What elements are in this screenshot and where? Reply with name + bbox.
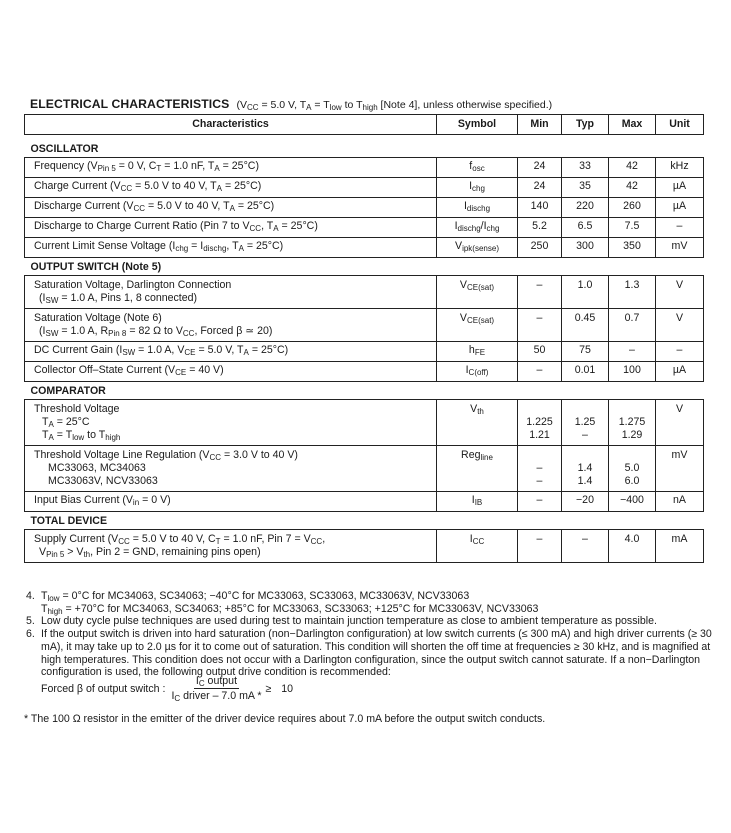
unit-cell: mV xyxy=(656,446,704,492)
table-row xyxy=(25,400,704,446)
characteristic-cell: Saturation Voltage, Darlington Connection ($I_{SW} = 1.0$ A, Pins 1, 8 connected) xyxy=(25,276,437,309)
unit-cell: µA xyxy=(656,198,704,218)
symbol-cell: $V_{th}$ xyxy=(437,400,518,446)
max-cell: 260 xyxy=(609,198,656,218)
characteristic-cell: Input Bias Current ($V_{in} = 0$ V) xyxy=(25,492,437,512)
unit-cell: V xyxy=(656,309,704,342)
characteristic-cell: Saturation Voltage (Note 6) ($I_{SW} = 1.0$ A, $R_{Pin 8} = 82$ Ω to $V_{CC}$, Forced β ≃ 20) xyxy=(25,309,437,342)
characteristic-cell: Discharge to Charge Current Ratio (Pin 7 to $V_{CC}$, $T_A = 25^\circ C$) xyxy=(25,218,437,238)
header-symbol: Symbol xyxy=(437,115,518,135)
min-cell: – xyxy=(518,362,562,382)
header-typ: Typ xyxy=(562,115,609,135)
table-row xyxy=(25,178,704,198)
footnote: * The 100 Ω resistor in the emitter of the driver device requires about 7.0 mA before the output switch conducts. xyxy=(24,713,546,725)
symbol-cell: $V_{CE(sat)}$ xyxy=(437,309,518,342)
unit-cell: kHz xyxy=(656,158,704,178)
symbol-cell: $I_{dischg}$ xyxy=(437,198,518,218)
symbol-cell: $I_{dischg}/I_{chg}$ xyxy=(437,218,518,238)
symbol-cell: $h_{FE}$ xyxy=(437,342,518,362)
section-row-output-switch xyxy=(25,258,704,276)
characteristic-cell: Supply Current ($V_{CC} = 5.0$ V to 40 V, $C_T = 1.0$ nF, Pin $7 = V_{CC}$, $V_{Pin 5} > V_{th}$, Pin 2 = GND, remaining pins open) xyxy=(25,530,437,563)
typ-cell: 0.45 xyxy=(562,309,609,342)
table-row xyxy=(25,362,704,382)
unit-cell: – xyxy=(656,218,704,238)
table-row xyxy=(25,158,704,178)
formula-denominator: $I_C$ driver – 7.0 mA * xyxy=(171,690,262,703)
typ-cell: 1.25 – xyxy=(562,400,609,446)
typ-cell: 75 xyxy=(562,342,609,362)
header-min: Min xyxy=(518,115,562,135)
table-row xyxy=(25,238,704,258)
section-row-comparator xyxy=(25,382,704,400)
table-row xyxy=(25,492,704,512)
unit-cell: V xyxy=(656,400,704,446)
unit-cell: mV xyxy=(656,238,704,258)
characteristic-cell: Charge Current ($V_{CC} = 5.0$ V to 40 V, $T_A = 25^\circ C$) xyxy=(25,178,437,198)
header-unit: Unit xyxy=(656,115,704,135)
symbol-cell: $I_{IB}$ xyxy=(437,492,518,512)
typ-cell: 1.4 1.4 xyxy=(562,446,609,492)
characteristic-cell: Frequency ($V_{Pin 5} = 0$ V, $C_T = 1.0$ nF, $T_A = 25^\circ C$) xyxy=(25,158,437,178)
section-row-total-device xyxy=(25,512,704,530)
min-cell: 24 xyxy=(518,158,562,178)
formula-label: Forced β of output switch : xyxy=(41,682,166,695)
formula-numerator: $I_C$ output xyxy=(195,675,238,688)
table-row xyxy=(25,276,704,309)
unit-cell: nA xyxy=(656,492,704,512)
min-cell: – xyxy=(518,276,562,309)
table-row xyxy=(25,446,704,492)
title-conditions: ($V_{CC} = 5.0$ V, $T_A = T_{low}$ to $T_{high}$ [Note 4], unless otherwise specified.) xyxy=(236,99,553,112)
note-5: 5. Low duty cycle pulse techniques are used during test to maintain junction temperature as close to ambient temperature as possible. xyxy=(26,615,657,628)
characteristic-cell: DC Current Gain ($I_{SW} = 1.0$ A, $V_{CE} = 5.0$ V, $T_A = 25^\circ C$) xyxy=(25,342,437,362)
min-cell: 1.225 1.21 xyxy=(518,400,562,446)
min-cell: – xyxy=(518,309,562,342)
typ-cell: 220 xyxy=(562,198,609,218)
header-max: Max xyxy=(609,115,656,135)
symbol-cell: Reg$_{line}$ xyxy=(437,446,518,492)
min-cell: – xyxy=(518,492,562,512)
typ-cell: – xyxy=(562,530,609,563)
max-cell: −400 xyxy=(609,492,656,512)
table-row xyxy=(25,198,704,218)
unit-cell: µA xyxy=(656,178,704,198)
max-cell: 7.5 xyxy=(609,218,656,238)
typ-cell: 300 xyxy=(562,238,609,258)
typ-cell: 35 xyxy=(562,178,609,198)
min-cell: 250 xyxy=(518,238,562,258)
table-row xyxy=(25,218,704,238)
symbol-cell: $f_{osc}$ xyxy=(437,158,518,178)
note-6: 6. If the output switch is driven into hard saturation (non−Darlington configuration) at low switch currents (≤ 300 mA) and high driver currents (≥ 30 mA), it may take up to 2.0 µs for it to come out of saturation. This condition will shorten the off time at frequencies ≥ 30 kHz, and is magnified at high temperatures. This condition does not occur with a Darlington configuration, since the output switch cannot saturate. If a non−Darlington configuration is used, the following output drive condition is recommended: xyxy=(26,628,712,679)
unit-cell: µA xyxy=(656,362,704,382)
typ-cell: −20 xyxy=(562,492,609,512)
symbol-cell: $I_{CC}$ xyxy=(437,530,518,563)
max-cell: 350 xyxy=(609,238,656,258)
section-label: COMPARATOR xyxy=(25,382,704,400)
max-cell: 42 xyxy=(609,158,656,178)
max-cell: 4.0 xyxy=(609,530,656,563)
typ-cell: 33 xyxy=(562,158,609,178)
title-heading: ELECTRICAL CHARACTERISTICS xyxy=(30,97,230,111)
table-header-row xyxy=(25,115,704,135)
section-title xyxy=(30,97,552,111)
symbol-cell: $V_{ipk(sense)}$ xyxy=(437,238,518,258)
max-cell: 42 xyxy=(609,178,656,198)
symbol-cell: $I_{C(off)}$ xyxy=(437,362,518,382)
formula-relation: ≥ xyxy=(265,682,272,695)
characteristic-cell: Threshold Voltage Line Regulation ($V_{CC} = 3.0$ V to 40 V) MC33063, MC34063 MC33063V, NCV33063 xyxy=(25,446,437,492)
unit-cell: V xyxy=(656,276,704,309)
table-row xyxy=(25,309,704,342)
typ-cell: 0.01 xyxy=(562,362,609,382)
min-cell: 50 xyxy=(518,342,562,362)
characteristic-cell: Threshold Voltage $T_A = 25^\circ C$ $T_A = T_{low}$ to $T_{high}$ xyxy=(25,400,437,446)
min-cell: 24 xyxy=(518,178,562,198)
max-cell: 1.275 1.29 xyxy=(609,400,656,446)
section-label: TOTAL DEVICE xyxy=(25,512,704,530)
unit-cell: – xyxy=(656,342,704,362)
min-cell: 5.2 xyxy=(518,218,562,238)
symbol-cell: $I_{chg}$ xyxy=(437,178,518,198)
characteristic-cell: Current Limit Sense Voltage ($I_{chg} = I_{dischg}$, $T_A = 25^\circ C$) xyxy=(25,238,437,258)
max-cell: 1.3 xyxy=(609,276,656,309)
forced-beta-formula xyxy=(41,675,293,702)
characteristic-cell: Discharge Current ($V_{CC} = 5.0$ V to 40 V, $T_A = 25^\circ C$) xyxy=(25,198,437,218)
characteristic-cell: Collector Off–State Current ($V_{CE} = 40$ V) xyxy=(25,362,437,382)
typ-cell: 6.5 xyxy=(562,218,609,238)
min-cell: – – xyxy=(518,446,562,492)
table-row xyxy=(25,342,704,362)
max-cell: – xyxy=(609,342,656,362)
electrical-characteristics-table xyxy=(24,114,704,563)
section-label: OUTPUT SWITCH (Note 5) xyxy=(25,258,704,276)
typ-cell: 1.0 xyxy=(562,276,609,309)
notes xyxy=(26,590,716,679)
section-row-oscillator xyxy=(25,135,704,158)
min-cell: 140 xyxy=(518,198,562,218)
formula-fraction xyxy=(171,675,261,702)
min-cell: – xyxy=(518,530,562,563)
symbol-cell: $V_{CE(sat)}$ xyxy=(437,276,518,309)
section-label: OSCILLATOR xyxy=(25,135,704,158)
unit-cell: mA xyxy=(656,530,704,563)
note-4: 4. $T_{low} = 0^\circ C$ for MC34063, SC34063; −40°C for MC33063, SC33063, MC33063V, NCV33063 $T_{high} = +70^\circ C$ for MC34063, SC34063; +85°C for MC33063, SC33063; +125°C for MC33063V, NCV33063 xyxy=(26,590,539,616)
max-cell: 5.0 6.0 xyxy=(609,446,656,492)
formula-value: 10 xyxy=(281,682,294,695)
max-cell: 100 xyxy=(609,362,656,382)
max-cell: 0.7 xyxy=(609,309,656,342)
table-row xyxy=(25,530,704,563)
header-characteristics: Characteristics xyxy=(25,115,437,135)
